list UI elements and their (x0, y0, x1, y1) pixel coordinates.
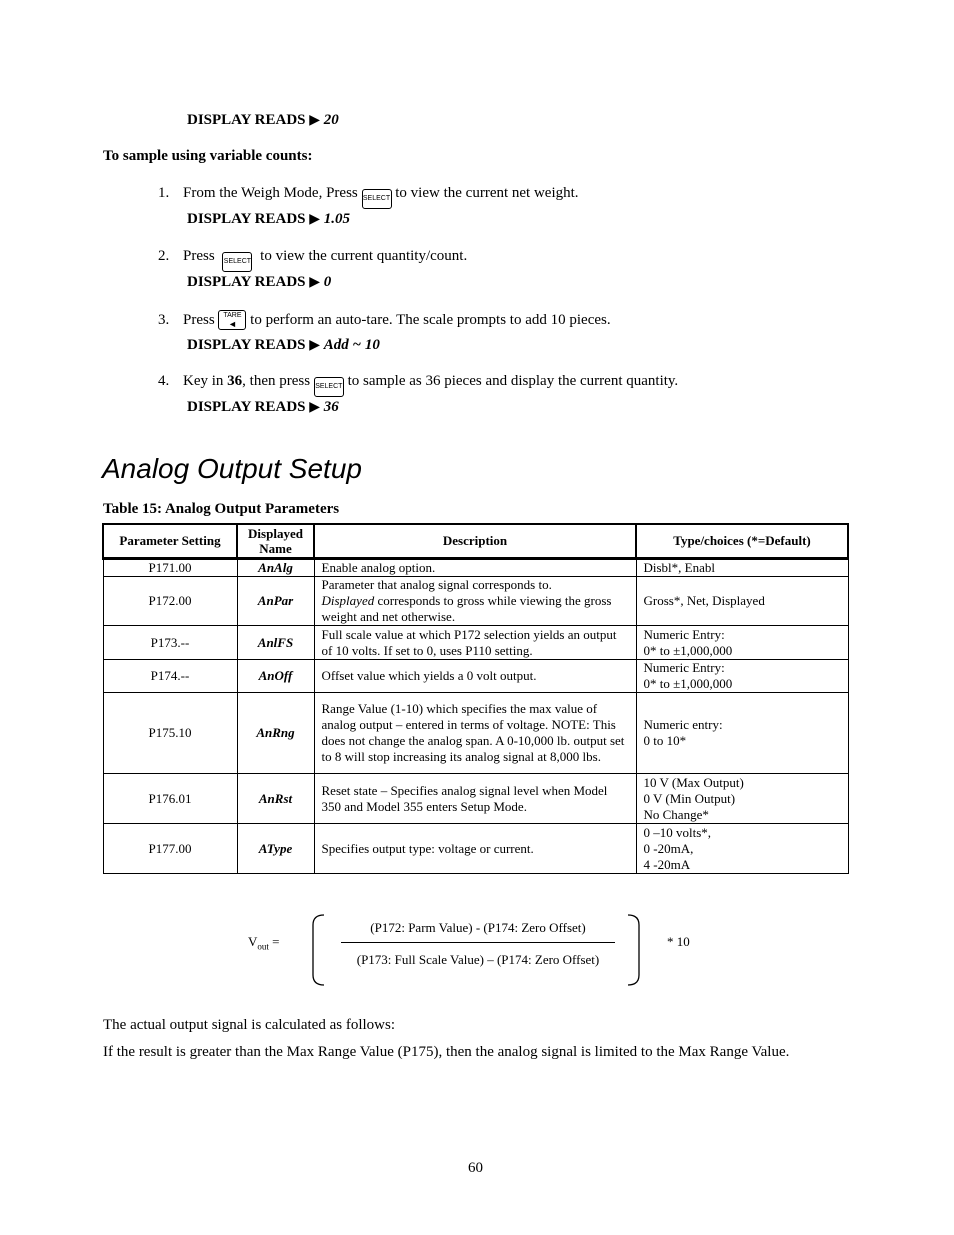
display-reads-line (187, 337, 380, 354)
play-arrow-icon: ▶ (309, 338, 321, 353)
type-line: 4 -20mA (643, 856, 691, 872)
description-rest: corresponds to gross while viewing the gross weight and net otherwise. (321, 593, 612, 624)
display-value: Add ~ 10 (323, 337, 380, 353)
table-row (103, 774, 848, 824)
analog-output-parameters-table (102, 523, 849, 874)
step-1 (158, 185, 579, 209)
display-value: 36 (323, 399, 339, 415)
formula-lhs (248, 934, 280, 952)
type-line: 0* to ±1,000,000 (643, 676, 733, 691)
description-cell: Reset state – Specifies analog signal level when Model 350 and Model 355 enters Setup Mode. (314, 774, 636, 824)
param-cell: P175.10 (103, 693, 237, 774)
step-text-pre2: , then press (242, 373, 311, 389)
display-name-cell: AnAlg (237, 559, 314, 577)
param-cell: P177.00 (103, 824, 237, 874)
formula-multiplier: * 10 (667, 934, 690, 949)
display-name-cell: AnRng (237, 693, 314, 774)
paragraph-2: If the result is greater than the Max Range Value (P175), then the analog signal is limited to the Max Range Value. (103, 1044, 790, 1060)
display-reads-line (187, 399, 339, 416)
header-displayed-name: Displayed Name (237, 524, 314, 559)
display-reads-line (187, 274, 331, 291)
left-bracket-icon (308, 912, 338, 988)
display-name-cell: AnPar (237, 577, 314, 626)
display-reads-label: DISPLAY READS (187, 211, 306, 227)
display-reads-label: DISPLAY READS (187, 274, 306, 290)
param-cell: P171.00 (103, 559, 237, 577)
step-text-post: to view the current net weight. (395, 185, 579, 201)
step-text-pre: From the Weigh Mode, Press (183, 185, 358, 201)
display-reads-label: DISPLAY READS (187, 337, 306, 353)
type-cell (636, 626, 848, 660)
type-line: 0 -20mA, (643, 840, 694, 856)
step-3 (158, 310, 611, 330)
formula-equals: = (272, 934, 280, 949)
display-reads-line (187, 112, 339, 129)
step-number: 3. (158, 312, 170, 328)
type-cell (636, 774, 848, 824)
display-reads-line (187, 211, 350, 228)
header-description: Description (314, 524, 636, 559)
step-2 (158, 248, 467, 272)
display-value: 1.05 (323, 211, 351, 227)
description-cell: Offset value which yields a 0 volt output. (314, 660, 636, 693)
type-line: 0 V (Min Output) (643, 790, 736, 806)
table-row (103, 559, 848, 577)
table-row (103, 824, 848, 874)
type-line: 10 V (Max Output) (643, 774, 744, 790)
step-number: 2. (158, 248, 170, 264)
type-line: Numeric entry: (643, 717, 723, 732)
description-pre: Parameter that analog signal corresponds to. (321, 577, 552, 592)
display-reads-label: DISPLAY READS (187, 399, 306, 415)
type-line: Numeric Entry: (643, 626, 725, 642)
left-arrow-icon: ◄ (227, 319, 237, 329)
display-value: 20 (323, 112, 339, 128)
type-cell: Disbl*, Enabl (636, 559, 848, 577)
table-row (103, 626, 848, 660)
display-name-cell: AnOff (237, 660, 314, 693)
select-key-icon: SELECT (314, 377, 344, 397)
description-cell: Range Value (1-10) which specifies the max value of analog output – entered in terms of voltage. NOTE: This does not change the analog span. A 0-10,000 lb. output set to 8 will stop increasing its analog signal at 8,000 lbs. (314, 693, 636, 774)
display-name-cell: AnRst (237, 774, 314, 824)
section-title: Analog Output Setup (102, 453, 362, 484)
type-line: Numeric Entry: (643, 660, 725, 675)
param-cell: P172.00 (103, 577, 237, 626)
type-line: 0 to 10* (643, 733, 687, 748)
tare-key-label: TARE (223, 312, 242, 319)
right-bracket-icon (622, 912, 652, 988)
type-cell (636, 693, 848, 774)
display-name-cell: AType (237, 824, 314, 874)
type-line: No Change* (643, 806, 709, 822)
step-text-post: to view the current quantity/count. (260, 248, 468, 264)
table-row (103, 660, 848, 693)
step-text-post: to perform an auto-tare. The scale prompts to add 10 pieces. (250, 312, 611, 328)
paragraph-1: The actual output signal is calculated as follows: (103, 1017, 396, 1033)
select-key-icon: SELECT (362, 189, 392, 209)
play-arrow-icon: ▶ (309, 113, 321, 128)
header-parameter-setting: Parameter Setting (103, 524, 237, 559)
table-row (103, 693, 848, 774)
type-cell: Gross*, Net, Displayed (636, 577, 848, 626)
type-line: 0 –10 volts*, (643, 824, 712, 840)
step-number: 4. (158, 373, 170, 389)
formula-numerator: (P172: Parm Value) - (P174: Zero Offset) (370, 920, 586, 935)
description-cell: Specifies output type: voltage or current. (314, 824, 636, 874)
param-cell: P176.01 (103, 774, 237, 824)
play-arrow-icon: ▶ (309, 212, 321, 227)
fraction-bar (341, 942, 615, 943)
type-cell (636, 824, 848, 874)
description-cell: Full scale value at which P172 selection yields an output of 10 volts. If set to 0, uses P110 setting. (314, 626, 636, 660)
description-cell: Enable analog option. (314, 559, 636, 577)
page-number: 60 (468, 1160, 483, 1176)
display-name-cell: AnlFS (237, 626, 314, 660)
table-header-row (103, 524, 848, 559)
play-arrow-icon: ▶ (309, 275, 321, 290)
header-type-choices: Type/choices (*=Default) (636, 524, 848, 559)
table-caption: Table 15: Analog Output Parameters (103, 501, 340, 517)
formula-v: V (248, 934, 258, 949)
formula-v-subscript: out (257, 941, 269, 952)
step-text-pre: Press (183, 312, 215, 328)
display-value: 0 (323, 274, 332, 290)
select-key-icon: SELECT (222, 252, 252, 272)
step-text-pre: Key in (183, 373, 224, 389)
param-cell: P173.-- (103, 626, 237, 660)
variable-counts-heading: To sample using variable counts: (103, 148, 313, 164)
play-arrow-icon: ▶ (309, 400, 321, 415)
type-line: 0* to ±1,000,000 (643, 642, 733, 658)
step-text-post: to sample as 36 pieces and display the current quantity. (347, 373, 679, 389)
type-cell (636, 660, 848, 693)
table-row (103, 577, 848, 626)
step-number: 1. (158, 185, 170, 201)
display-reads-label: DISPLAY READS (187, 112, 306, 128)
step-4 (158, 373, 678, 397)
formula-denominator: (P173: Full Scale Value) – (P174: Zero Offset) (356, 952, 600, 967)
tare-key-icon (218, 310, 246, 330)
param-cell: P174.-- (103, 660, 237, 693)
step-text-pre: Press (183, 248, 215, 264)
step-text-bold: 36 (227, 373, 243, 389)
description-italic: Displayed (321, 593, 375, 608)
description-cell (314, 577, 636, 626)
